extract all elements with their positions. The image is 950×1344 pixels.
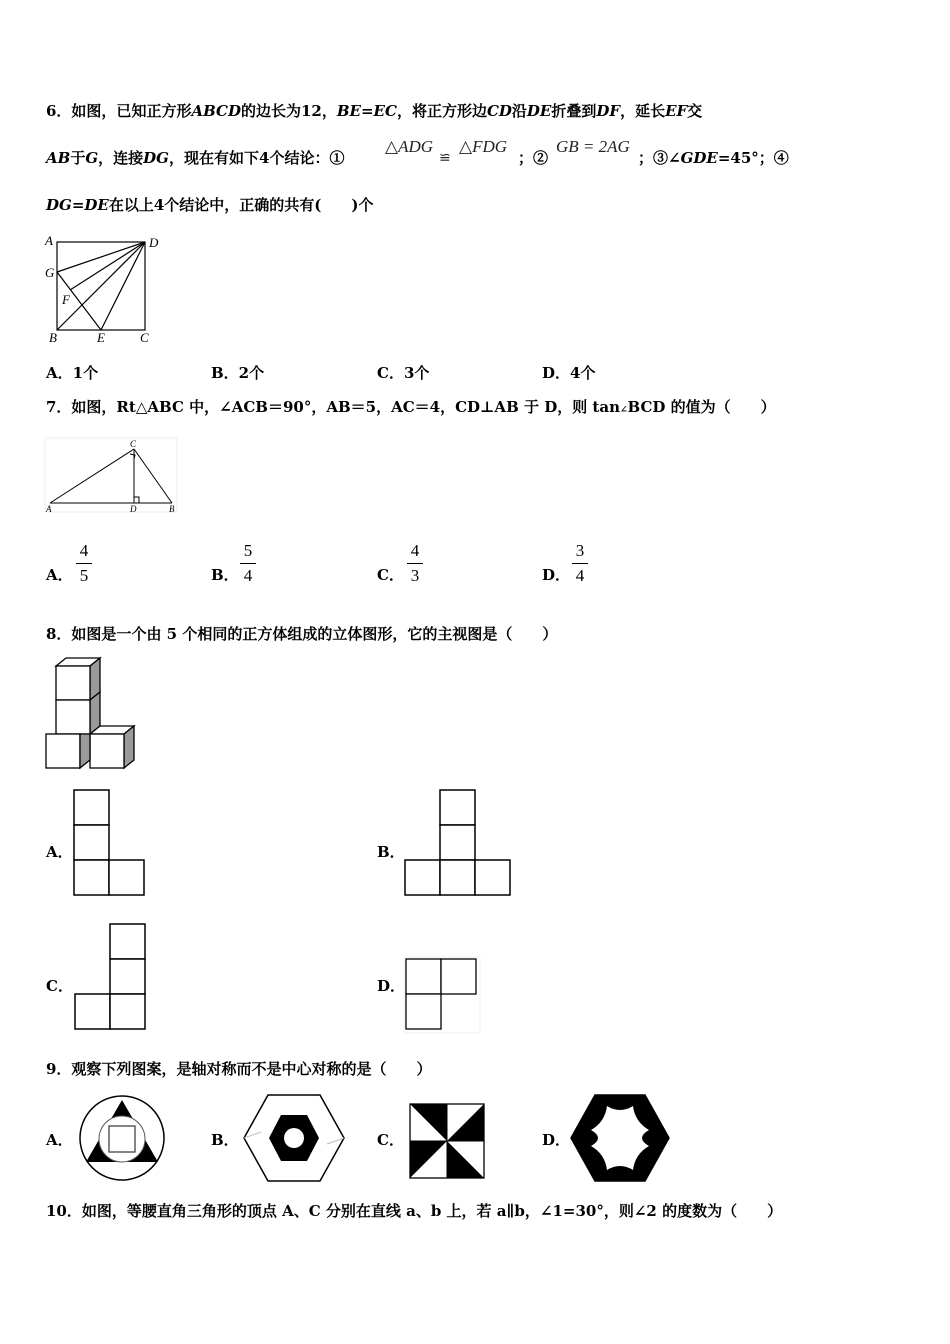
q7-question	[46, 400, 776, 415]
q7-angle: ∠	[619, 405, 628, 415]
q7-option-b[interactable]: B．	[211, 566, 239, 584]
q7-option-c[interactable]: C．	[377, 566, 404, 584]
q6-text: =45°；④	[717, 149, 789, 167]
q6-text: ，延长	[620, 102, 666, 120]
q9-option-c[interactable]: C．	[377, 1131, 404, 1149]
q7-label-d: D	[130, 504, 137, 514]
q7-label-b: B	[169, 504, 175, 514]
q6-label-d: D	[149, 235, 159, 250]
q7-fraction-c-den: 3	[410, 566, 420, 585]
q6-var-ab: AB	[46, 149, 71, 167]
q6-label-c: C	[140, 330, 149, 345]
q6-var-df: DF	[596, 102, 621, 120]
q10-question: 10．如图，等腰直角三角形的顶点 A、C 分别在直线 a、b 上，若 a∥b，∠1=30°，则∠2 的度数为（ ）	[46, 1202, 783, 1220]
q6-text: ，连接	[98, 149, 144, 167]
q7-text-end: BCD 的值为（ ）	[627, 398, 776, 416]
q6-text: 交	[687, 102, 703, 120]
q7-option-d[interactable]: D．	[542, 566, 571, 584]
q8-option-a[interactable]: A．	[46, 843, 73, 861]
q6-var-g: G	[85, 149, 99, 167]
q6-var-gde: GDE	[680, 149, 718, 167]
q6-congruent-sign: ≌	[439, 151, 451, 166]
q6-text: ，现在有如下4个结论：①	[169, 149, 345, 167]
q8-option-d[interactable]: D．	[377, 977, 406, 995]
q6-text: 的边长为12，	[241, 102, 337, 120]
q6-gb-eq: GB = 2AG	[556, 137, 630, 156]
q7-label-a: A	[46, 504, 52, 514]
q8-figure-cubes	[44, 656, 139, 778]
q7-fraction-c-num: 4	[410, 541, 420, 560]
q6-label-f: F	[62, 292, 70, 307]
q6-var-de: DE	[526, 102, 552, 120]
q6-tri-adg: △ADG	[385, 137, 434, 156]
q6-option-b[interactable]: B．2个	[211, 364, 265, 382]
q7-fraction-c	[407, 541, 423, 586]
q9-option-b-figure	[241, 1092, 347, 1184]
q8-question: 8．如图是一个由 5 个相同的正方体组成的立体图形，它的主视图是（ ）	[46, 625, 558, 643]
q9-option-a[interactable]: A．	[46, 1131, 73, 1149]
q6-text: 6．如图，已知正方形	[46, 102, 192, 120]
q7-fraction-a-num: 4	[79, 541, 89, 560]
q6-label-g: G	[45, 265, 55, 280]
q6-text: 在以上4个结论中，正确的共有( )个	[108, 196, 374, 214]
q8-option-b[interactable]: B．	[377, 843, 405, 861]
q9-option-d[interactable]: D．	[542, 1131, 571, 1149]
q6-line1	[46, 104, 702, 119]
q6-figure-square	[42, 232, 172, 347]
q7-fraction-b	[240, 541, 256, 586]
q9-option-b[interactable]: B．	[211, 1131, 239, 1149]
q6-text: ，将正方形边	[396, 102, 487, 120]
q6-text: ；③∠	[638, 149, 681, 167]
q6-text: 于	[70, 149, 86, 167]
q6-option-c[interactable]: C．3个	[377, 364, 430, 382]
q7-fraction-a	[76, 541, 92, 586]
q6-var-dgde: DG=DE	[46, 196, 109, 214]
q8-option-b-figure	[403, 788, 515, 898]
q6-label-a: A	[45, 233, 53, 248]
q6-var-abcd: ABCD	[191, 102, 241, 120]
q6-label-b: B	[49, 330, 57, 345]
q6-line2-end	[638, 151, 789, 166]
q9-question: 9．观察下列图案，是轴对称而不是中心对称的是（ ）	[46, 1060, 432, 1078]
q7-fraction-b-den: 4	[243, 566, 253, 585]
q9-option-d-figure	[569, 1092, 671, 1184]
q6-var-beec: BE=EC	[336, 102, 397, 120]
q8-option-a-figure	[72, 788, 148, 898]
q7-fraction-d-den: 4	[575, 566, 585, 585]
q7-fraction-d-num: 3	[575, 541, 585, 560]
q8-option-c[interactable]: C．	[46, 977, 73, 995]
q6-label-e: E	[97, 330, 105, 345]
q6-option-d[interactable]: D．4个	[542, 364, 596, 382]
q6-line2	[46, 151, 344, 166]
q7-option-a[interactable]: A．	[46, 566, 73, 584]
q7-figure-triangle	[44, 437, 179, 517]
q8-option-d-figure	[403, 956, 483, 1036]
q9-option-c-figure	[406, 1100, 488, 1182]
q6-semicolon-2: ；②	[518, 149, 549, 167]
q7-fraction-b-num: 5	[243, 541, 253, 560]
q7-fraction-a-den: 5	[79, 566, 89, 585]
q6-var-ef: EF	[665, 102, 688, 120]
q7-fraction-d	[572, 541, 588, 586]
q6-text: 沿	[511, 102, 527, 120]
q7-label-c: C	[130, 439, 137, 449]
q6-var-cd: CD	[486, 102, 512, 120]
q6-line3	[46, 198, 373, 213]
q6-text: 折叠到	[551, 102, 597, 120]
q7-text: 7．如图，Rt△ABC 中，∠ACB＝90°，AB＝5，AC＝4，CD⊥AB 于 D，则 tan	[46, 398, 620, 416]
q6-tri-fdg: △FDG	[459, 137, 508, 156]
q6-var-dg: DG	[143, 149, 169, 167]
q8-option-c-figure	[72, 922, 152, 1034]
q6-option-a[interactable]: A．1个	[46, 364, 99, 382]
q9-option-a-figure	[76, 1092, 170, 1184]
